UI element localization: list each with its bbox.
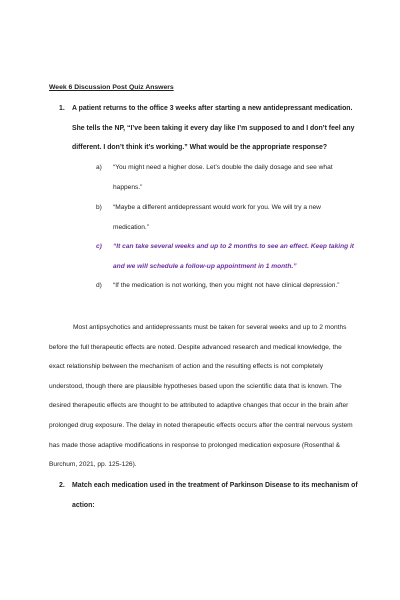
question-2	[59, 476, 359, 515]
option-d-letter: d)	[96, 282, 102, 289]
option-a	[96, 158, 358, 197]
option-b	[96, 198, 358, 237]
question-1-number: 1.	[59, 105, 65, 112]
question-1-text: A patient returns to the office 3 weeks after starting a new antidepressant medication. She tells the NP, “I’ve been taking it every day like I’m supposed to and I don’t feel any different. I don’t think it’s working.” What would be the appropriate response?	[72, 105, 355, 152]
option-c-correct-answer	[96, 237, 358, 276]
option-b-text: “Maybe a different antidepressant would work for you. We will try a new medication.”	[113, 204, 321, 231]
explanation-paragraph	[49, 318, 359, 475]
option-a-letter: a)	[96, 164, 102, 171]
option-b-letter: b)	[96, 204, 102, 211]
option-c-text: “It can take several weeks and up to 2 months to see an effect. Keep taking it and we will schedule a follow-up appointment in 1 month.”	[113, 243, 354, 270]
option-d-text: “If the medication is not working, then you might not have clinical depression.”	[113, 282, 340, 289]
question-1	[59, 99, 359, 158]
question-2-number: 2.	[59, 482, 65, 489]
document-title: Week 6 Discussion Post Quiz Answers	[49, 84, 174, 91]
option-c-letter: c)	[96, 243, 102, 250]
question-2-text: Match each medication used in the treatment of Parkinson Disease to its mechanism of action:	[72, 482, 358, 509]
explanation-text: Most antipsychotics and antidepressants must be taken for several weeks and up to 2 months before the full therapeutic effects are noted. Despite advanced research and medical knowledge, the exact relationship between the mechanism of action and the resulting effects is not completely understood, though there are plausible hypotheses based upon the scientific data that is known. The desired therapeutic effects are thought to be attributed to adaptive changes that occur in the brain after prolonged drug exposure. The delay in noted therapeutic effects occurs after the central nervous system has made those adaptive modifications in response to prolonged medication exposure (Rosenthal & Burchum, 2021, pp. 125-126).	[49, 324, 353, 469]
option-a-text: “You might need a higher dose. Let’s double the daily dosage and see what happens.”	[113, 164, 333, 191]
option-d	[96, 276, 358, 296]
